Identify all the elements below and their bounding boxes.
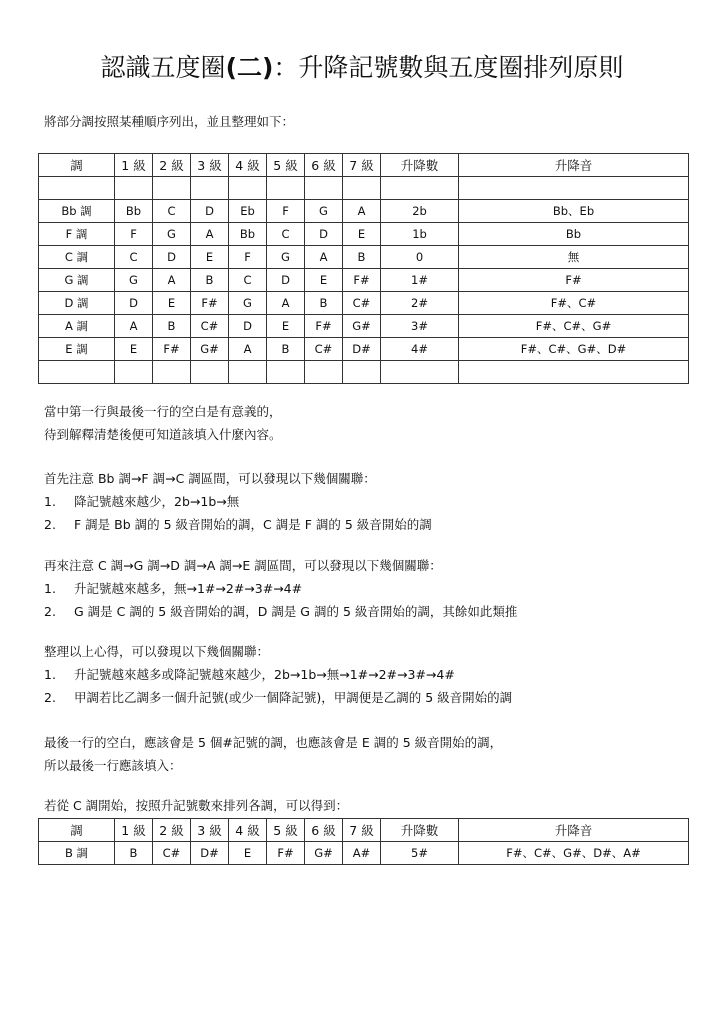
keys-table-cell: 無 [459, 246, 689, 269]
keys-table-header-cell: 4 級 [229, 154, 267, 177]
keys-table-cell [191, 361, 229, 384]
list-item [44, 663, 512, 686]
b-key-table-cell: E [229, 842, 267, 865]
keys-table-cell: E [115, 338, 153, 361]
note-line: 待到解釋清楚後便可知道該填入什麼內容。 [44, 427, 282, 442]
keys-table-cell [229, 361, 267, 384]
keys-table-cell: E [191, 246, 229, 269]
keys-table-header-cell: 6 級 [305, 154, 343, 177]
title-part: (二) [225, 53, 274, 82]
list-item [44, 600, 517, 623]
keys-table-cell: 2b [381, 200, 459, 223]
keys-table-cell: 2# [381, 292, 459, 315]
keys-table-header-cell: 7 級 [343, 154, 381, 177]
b-key-table-header-cell: 2 級 [153, 819, 191, 842]
keys-table-cell: E [153, 292, 191, 315]
keys-table-cell [191, 177, 229, 200]
b-key-table-header-cell: 7 級 [343, 819, 381, 842]
intro-paragraph [44, 110, 294, 133]
keys-table-cell: F#、C# [459, 292, 689, 315]
keys-table-cell: A [305, 246, 343, 269]
b-key-table-cell: G# [305, 842, 343, 865]
keys-table-cell: A [229, 338, 267, 361]
keys-table-cell: B [153, 315, 191, 338]
keys-table-cell: D [267, 269, 305, 292]
list-text: F 調是 Bb 調的 5 級音開始的調，C 調是 F 調的 5 級音開始的調 [74, 517, 432, 532]
keys-table-cell: F# [191, 292, 229, 315]
keys-table-cell: C [153, 200, 191, 223]
keys-table-cell [343, 177, 381, 200]
list-text: 降記號越來越少，2b→1b→無 [74, 494, 240, 509]
keys-table-cell: 0 [381, 246, 459, 269]
keys-table-cell: C 調 [39, 246, 115, 269]
list-number: 1. [44, 494, 56, 509]
table-row [39, 292, 689, 315]
keys-table-cell: E [305, 269, 343, 292]
keys-table-cell [115, 361, 153, 384]
list-number: 1. [44, 667, 56, 682]
keys-table-cell [459, 361, 689, 384]
keys-table-cell: 4# [381, 338, 459, 361]
keys-table-header-cell: 2 級 [153, 154, 191, 177]
keys-table-cell [115, 177, 153, 200]
keys-table-cell: A [191, 223, 229, 246]
keys-table-cell [153, 177, 191, 200]
b-key-table-header-cell: 6 級 [305, 819, 343, 842]
keys-table-cell: F [115, 223, 153, 246]
keys-table-cell: E 調 [39, 338, 115, 361]
keys-table-cell: F#、C#、G# [459, 315, 689, 338]
keys-table-header-cell: 調 [39, 154, 115, 177]
b-key-table-cell: F#、C#、G#、D#、A# [459, 842, 689, 865]
keys-table-cell: C# [343, 292, 381, 315]
b-key-table-cell: C# [153, 842, 191, 865]
keys-table-cell [39, 361, 115, 384]
list-number: 2. [44, 517, 56, 532]
section-3-lead: 整理以上心得，可以發現以下幾個關聯： [44, 644, 270, 659]
b-key-table-cell: 5# [381, 842, 459, 865]
b-key-table-header-cell: 1 級 [115, 819, 153, 842]
section-3 [44, 640, 512, 709]
list-text: 升記號越來越多或降記號越來越少，2b→1b→無→1#→2#→3#→4# [74, 667, 455, 682]
keys-table-cell: F [267, 200, 305, 223]
keys-table-cell: F# [343, 269, 381, 292]
keys-table-cell: C# [191, 315, 229, 338]
title-main: 認識五度圈 [100, 53, 226, 82]
keys-table-cell: B [343, 246, 381, 269]
keys-table-cell: A [153, 269, 191, 292]
keys-table-cell: D [191, 200, 229, 223]
keys-table-cell: D# [343, 338, 381, 361]
keys-table-cell: E [267, 315, 305, 338]
keys-table-cell: A [115, 315, 153, 338]
keys-table-cell: B [305, 292, 343, 315]
keys-table-cell: 3# [381, 315, 459, 338]
list-item [44, 686, 512, 709]
table-row [39, 269, 689, 292]
keys-table-cell: C [229, 269, 267, 292]
keys-table-cell: G [229, 292, 267, 315]
keys-table-cell [343, 361, 381, 384]
section-2 [44, 554, 517, 623]
b-key-table [38, 818, 689, 865]
keys-table-cell: 1b [381, 223, 459, 246]
keys-table-cell [305, 177, 343, 200]
last-line: 最後一行的空白，應該會是 5 個#記號的調，也應該會是 E 調的 5 級音開始的調， [44, 735, 503, 750]
keys-table-cell [381, 177, 459, 200]
keys-table-cell: D [153, 246, 191, 269]
b-key-table-cell: F# [267, 842, 305, 865]
keys-table-header-cell: 5 級 [267, 154, 305, 177]
note-paragraph [44, 400, 282, 446]
section-2-lead: 再來注意 C 調→G 調→D 調→A 調→E 調區間，可以發現以下幾個關聯： [44, 558, 442, 573]
list-number: 2. [44, 690, 56, 705]
keys-table-cell: C [115, 246, 153, 269]
keys-table-cell: D [115, 292, 153, 315]
list-text: G 調是 C 調的 5 級音開始的調，D 調是 G 調的 5 級音開始的調，其餘如此類推 [74, 604, 518, 619]
keys-table-cell: G [305, 200, 343, 223]
lead-2-paragraph [44, 794, 348, 817]
keys-table-cell: F# [153, 338, 191, 361]
keys-table-cell: Bb [229, 223, 267, 246]
b-key-table-cell: D# [191, 842, 229, 865]
keys-table-cell [153, 361, 191, 384]
keys-table-cell: G [267, 246, 305, 269]
keys-table-cell: Bb、Eb [459, 200, 689, 223]
list-number: 1. [44, 581, 56, 596]
keys-table-cell: G [153, 223, 191, 246]
keys-table-cell: G# [343, 315, 381, 338]
keys-table-cell: F 調 [39, 223, 115, 246]
list-text: 升記號越來越多，無→1#→2#→3#→4# [74, 581, 303, 596]
table-row [39, 200, 689, 223]
keys-table-cell: D [229, 315, 267, 338]
keys-table-cell: F# [459, 269, 689, 292]
keys-table-cell: E [343, 223, 381, 246]
b-key-table-header-cell: 3 級 [191, 819, 229, 842]
keys-table-cell: A [267, 292, 305, 315]
note-line: 當中第一行與最後一行的空白是有意義的， [44, 404, 282, 419]
b-key-table-cell: B 調 [39, 842, 115, 865]
table-row [39, 338, 689, 361]
keys-table-cell: C [267, 223, 305, 246]
keys-table-header-cell: 升降數 [381, 154, 459, 177]
keys-table-cell: F# [305, 315, 343, 338]
list-number: 2. [44, 604, 56, 619]
keys-table-cell: F [229, 246, 267, 269]
keys-table-cell: C# [305, 338, 343, 361]
keys-table-cell [459, 177, 689, 200]
section-1 [44, 467, 432, 536]
table-row [39, 246, 689, 269]
lead-2-text: 若從 C 調開始，按照升記號數來排列各調，可以得到： [44, 798, 349, 813]
b-key-table-cell: B [115, 842, 153, 865]
section-1-lead: 首先注意 Bb 調→F 調→C 調區間，可以發現以下幾個關聯： [44, 471, 376, 486]
keys-table-header-cell: 升降音 [459, 154, 689, 177]
page-title [0, 48, 724, 88]
b-key-table-header-cell: 調 [39, 819, 115, 842]
keys-table-cell [305, 361, 343, 384]
last-line: 所以最後一行應該填入： [44, 758, 182, 773]
list-text: 甲調若比乙調多一個升記號(或少一個降記號)，甲調便是乙調的 5 級音開始的調 [74, 690, 513, 705]
keys-table [38, 153, 689, 384]
table-row [39, 223, 689, 246]
keys-table-cell: Bb [459, 223, 689, 246]
table-row [39, 361, 689, 384]
keys-table-cell: G# [191, 338, 229, 361]
intro-text: 將部分調按照某種順序列出，並且整理如下： [44, 114, 295, 129]
list-item [44, 513, 432, 536]
keys-table-cell [381, 361, 459, 384]
keys-table-cell [267, 177, 305, 200]
b-key-table-header-cell: 升降音 [459, 819, 689, 842]
b-key-table-cell: A# [343, 842, 381, 865]
keys-table-cell: F#、C#、G#、D# [459, 338, 689, 361]
b-key-table-header-cell: 5 級 [267, 819, 305, 842]
list-item [44, 490, 432, 513]
b-key-table-header-cell: 升降數 [381, 819, 459, 842]
keys-table-cell [267, 361, 305, 384]
table-row [39, 177, 689, 200]
table-row [39, 315, 689, 338]
keys-table-cell: B [191, 269, 229, 292]
keys-table-header-cell: 3 級 [191, 154, 229, 177]
keys-table-cell: Bb 調 [39, 200, 115, 223]
keys-table-cell: B [267, 338, 305, 361]
keys-table-cell: A [343, 200, 381, 223]
table-row [39, 842, 689, 865]
keys-table-cell [39, 177, 115, 200]
keys-table-cell: A 調 [39, 315, 115, 338]
keys-table-cell [229, 177, 267, 200]
keys-table-header-cell: 1 級 [115, 154, 153, 177]
keys-table-cell: D 調 [39, 292, 115, 315]
last-paragraph [44, 731, 502, 777]
keys-table-cell: G 調 [39, 269, 115, 292]
keys-table-cell: 1# [381, 269, 459, 292]
b-key-table-header-cell: 4 級 [229, 819, 267, 842]
keys-table-cell: G [115, 269, 153, 292]
list-item [44, 577, 517, 600]
title-subtitle: ：升降記號數與五度圈排列原則 [273, 53, 624, 82]
keys-table-cell: D [305, 223, 343, 246]
keys-table-cell: Eb [229, 200, 267, 223]
keys-table-cell: Bb [115, 200, 153, 223]
